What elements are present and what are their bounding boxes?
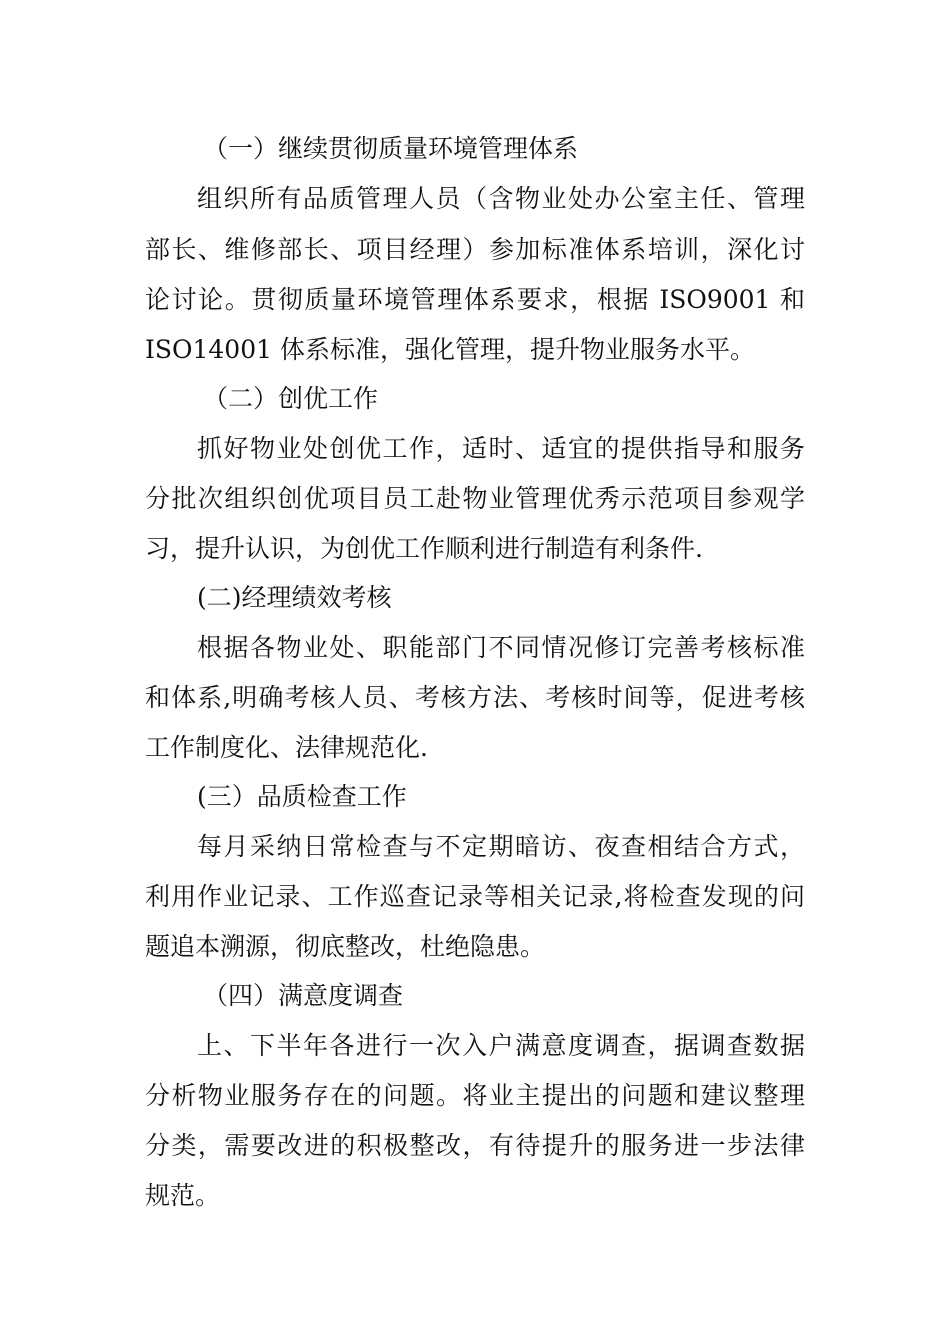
section-heading: （四）满意度调查 — [203, 981, 404, 1010]
paragraph-line: 上、下半年各进行一次入户满意度调查，据调查数据 — [197, 1031, 805, 1060]
paragraph-line: 根据各物业处、职能部门不同情况修订完善考核标准 — [197, 633, 805, 662]
paragraph-line: 习，提升认识，为创优工作顺利进行制造有利条件. — [145, 534, 703, 563]
paragraph-line: 规范。 — [145, 1181, 221, 1210]
paragraph-line: 每月采纳日常检查与不定期暗访、夜查相结合方式， — [197, 832, 805, 861]
paragraph-line: 组织所有品质管理人员（含物业处办公室主任、管理 — [197, 184, 805, 213]
document-page — [145, 0, 805, 1344]
paragraph-line: ISO14001 体系标准，强化管理，提升物业服务水平。 — [145, 335, 755, 364]
section-heading: （一）继续贯彻质量环境管理体系 — [203, 134, 579, 163]
paragraph-line: 工作制度化、法律规范化. — [145, 733, 428, 762]
paragraph-line: 论讨论。贯彻质量环境管理体系要求，根据 ISO9001 和 — [145, 285, 805, 314]
section-heading: (二)经理绩效考核 — [197, 583, 392, 612]
paragraph-line: 利用作业记录、工作巡查记录等相关记录,将检查发现的问 — [145, 882, 805, 911]
paragraph-line: 部长、维修部长、项目经理）参加标准体系培训，深化讨 — [145, 235, 805, 264]
section-heading: (三）品质检查工作 — [197, 782, 407, 811]
paragraph-line: 题追本溯源，彻底整改，杜绝隐患。 — [145, 932, 546, 961]
paragraph-line: 分批次组织创优项目员工赴物业管理优秀示范项目参观学 — [145, 484, 805, 513]
section-heading: （二）创优工作 — [203, 384, 379, 413]
paragraph-line: 分类，需要改进的积极整改，有待提升的服务进一步法律 — [145, 1131, 805, 1160]
paragraph-line: 分析物业服务存在的问题。将业主提出的问题和建议整理 — [145, 1081, 805, 1110]
paragraph-line: 和体系,明确考核人员、考核方法、考核时间等，促进考核 — [145, 683, 805, 712]
paragraph-line: 抓好物业处创优工作，适时、适宜的提供指导和服务 — [197, 434, 805, 463]
